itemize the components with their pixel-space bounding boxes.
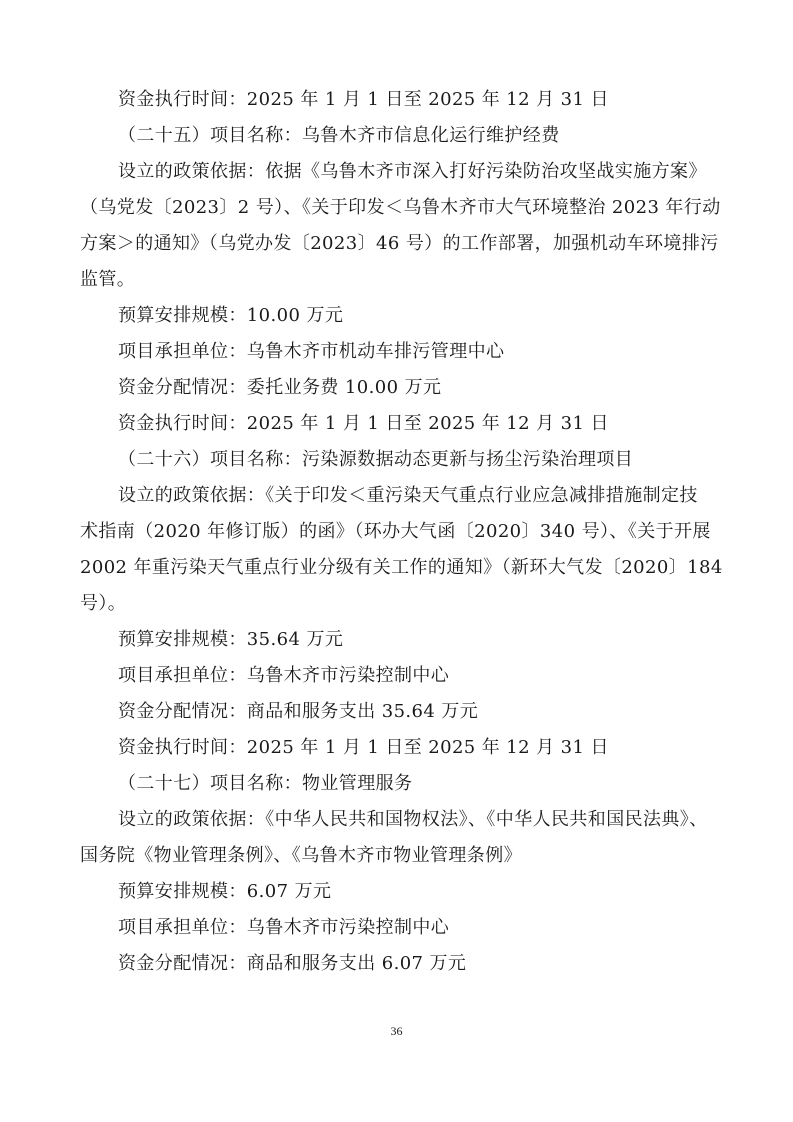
document-body bbox=[80, 82, 723, 982]
paragraph-line: 项目承担单位：乌鲁木齐市机动车排污管理中心 bbox=[118, 341, 505, 362]
paragraph-line: 设立的政策依据：《中华人民共和国物权法》、《中华人民共和国民法典》、 bbox=[118, 809, 708, 830]
paragraph-line: 术指南（2020 年修订版）的函》（环办大气函〔2020〕340 号）、《关于开展 bbox=[80, 521, 711, 542]
paragraph-line: 资金执行时间：2025 年 1 月 1 日至 2025 年 12 月 31 日 bbox=[118, 413, 609, 434]
paragraph-line: 项目承担单位：乌鲁木齐市污染控制中心 bbox=[118, 665, 450, 686]
paragraph-line: 国务院《物业管理条例》、《乌鲁木齐市物业管理条例》 bbox=[80, 845, 522, 866]
paragraph-line: 2002 年重污染天气重点行业分级有关工作的通知》（新环大气发〔2020〕184 bbox=[80, 557, 723, 578]
paragraph-line: 监管。 bbox=[80, 269, 136, 290]
paragraph-line: 资金分配情况：商品和服务支出 35.64 万元 bbox=[118, 701, 479, 722]
paragraph-line: （乌党发〔2023〕2 号）、《关于印发＜乌鲁木齐市大气环境整治 2023 年行动 bbox=[80, 197, 721, 218]
paragraph-line: 资金分配情况：商品和服务支出 6.07 万元 bbox=[118, 953, 467, 974]
page-number: 36 bbox=[390, 1024, 403, 1038]
paragraph-line: 设立的政策依据：依据《乌鲁木齐市深入打好污染防治攻坚战实施方案》 bbox=[118, 161, 707, 182]
paragraph-line: 资金执行时间：2025 年 1 月 1 日至 2025 年 12 月 31 日 bbox=[118, 737, 609, 758]
paragraph-line: 预算安排规模：6.07 万元 bbox=[118, 881, 332, 902]
paragraph-line: 设立的政策依据：《关于印发＜重污染天气重点行业应急减排措施制定技 bbox=[118, 485, 698, 506]
paragraph-line: 项目承担单位：乌鲁木齐市污染控制中心 bbox=[118, 917, 450, 938]
section-heading: （二十五）项目名称：乌鲁木齐市信息化运行维护经费 bbox=[118, 125, 560, 146]
paragraph-line: 预算安排规模：35.64 万元 bbox=[118, 629, 344, 650]
paragraph-line: 方案＞的通知》（乌党办发〔2023〕46 号）的工作部署，加强机动车环境排污 bbox=[80, 233, 719, 254]
paragraph-line: 号）。 bbox=[80, 593, 127, 614]
section-heading: （二十七）项目名称：物业管理服务 bbox=[118, 773, 413, 794]
paragraph-line: 预算安排规模：10.00 万元 bbox=[118, 305, 344, 326]
paragraph-line: 资金执行时间：2025 年 1 月 1 日至 2025 年 12 月 31 日 bbox=[118, 89, 609, 110]
paragraph-line: 资金分配情况：委托业务费 10.00 万元 bbox=[118, 377, 442, 398]
section-heading: （二十六）项目名称：污染源数据动态更新与扬尘污染治理项目 bbox=[118, 449, 634, 470]
